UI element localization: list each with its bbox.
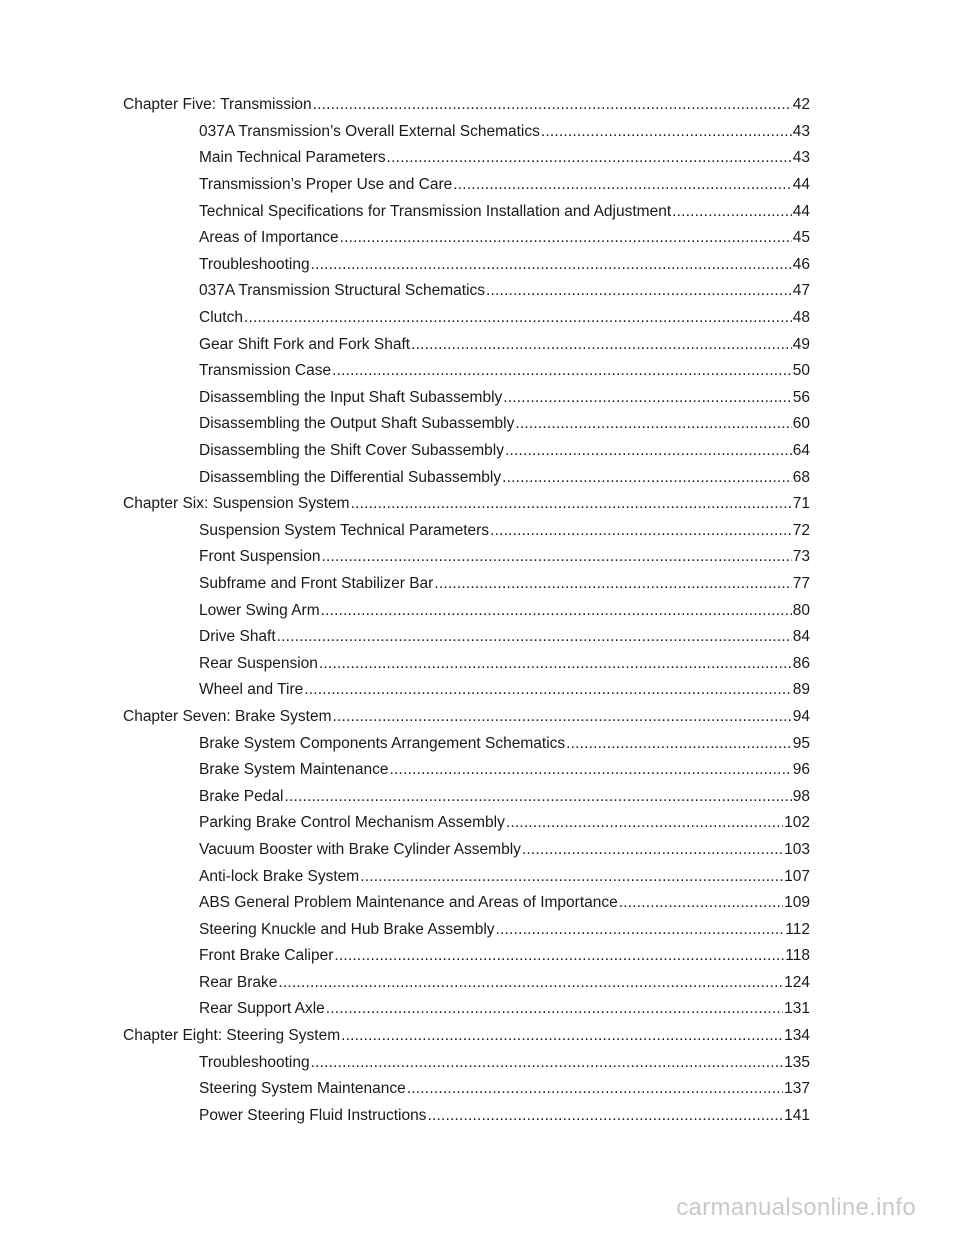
toc-entry-title: Anti-lock Brake System <box>199 867 360 885</box>
dot-leader <box>619 894 783 912</box>
toc-entry-page-number: 56 <box>792 388 810 406</box>
toc-entry-title: Front Suspension <box>199 548 321 566</box>
toc-entry-page-number: 60 <box>792 415 810 433</box>
toc-entry-page-number: 98 <box>792 787 810 805</box>
toc-entry-page-number: 77 <box>792 574 810 592</box>
dot-leader <box>453 176 791 194</box>
toc-entry-title: Steering Knuckle and Hub Brake Assembly <box>199 920 495 938</box>
toc-entry-page-number: 43 <box>792 149 810 167</box>
toc-section-entry[interactable] <box>0 331 810 358</box>
toc-section-entry[interactable] <box>0 890 810 917</box>
toc-entry-title: Chapter Five: Transmission <box>123 96 312 114</box>
dot-leader <box>411 336 792 354</box>
dot-leader <box>311 1054 784 1072</box>
dot-leader <box>496 921 785 939</box>
dot-leader <box>319 655 792 673</box>
toc-entry-title: Drive Shaft <box>199 628 276 646</box>
toc-section-entry[interactable] <box>0 305 810 332</box>
toc-entry-page-number: 131 <box>784 1000 810 1018</box>
dot-leader <box>506 814 783 832</box>
dot-leader <box>321 602 792 620</box>
toc-entry-title: Steering System Maintenance <box>199 1080 406 1098</box>
toc-section-entry[interactable] <box>0 783 810 810</box>
toc-entry-page-number: 50 <box>792 362 810 380</box>
dot-leader <box>566 735 792 753</box>
toc-entry-title: Disassembling the Output Shaft Subassembly <box>199 415 515 433</box>
toc-entry-page-number: 44 <box>792 176 810 194</box>
toc-entry-title: Lower Swing Arm <box>199 601 320 619</box>
toc-entry-page-number: 96 <box>792 761 810 779</box>
dot-leader <box>490 522 792 540</box>
toc-entry-page-number: 137 <box>784 1080 810 1098</box>
toc-entry-title: Gear Shift Fork and Fork Shaft <box>199 335 411 353</box>
toc-section-entry[interactable] <box>0 198 810 225</box>
toc-section-entry[interactable] <box>0 518 810 545</box>
toc-section-entry[interactable] <box>0 916 810 943</box>
table-of-contents <box>0 92 960 1129</box>
toc-section-entry[interactable] <box>0 278 810 305</box>
toc-entry-page-number: 72 <box>792 521 810 539</box>
toc-entry-title: Chapter Six: Suspension System <box>123 495 350 513</box>
toc-entry-page-number: 95 <box>792 734 810 752</box>
toc-entry-title: Rear Support Axle <box>199 1000 325 1018</box>
toc-entry-title: Rear Brake <box>199 973 278 991</box>
dot-leader <box>304 681 792 699</box>
toc-entry-page-number: 68 <box>792 468 810 486</box>
toc-entry-title: Power Steering Fluid Instructions <box>199 1106 427 1124</box>
toc-section-entry[interactable] <box>0 624 810 651</box>
toc-entry-page-number: 49 <box>792 335 810 353</box>
dot-leader <box>407 1080 783 1098</box>
toc-entry-title: Brake System Maintenance <box>199 761 389 779</box>
dot-leader <box>333 708 792 726</box>
dot-leader <box>427 1107 783 1125</box>
toc-entry-page-number: 134 <box>784 1027 810 1045</box>
dot-leader <box>387 149 792 167</box>
toc-entry-page-number: 44 <box>792 202 810 220</box>
toc-entry-page-number: 84 <box>792 628 810 646</box>
toc-section-entry[interactable] <box>0 225 810 252</box>
toc-entry-page-number: 124 <box>784 973 810 991</box>
dot-leader <box>503 389 791 407</box>
toc-section-entry[interactable] <box>0 863 810 890</box>
toc-entry-title: Rear Suspension <box>199 654 318 672</box>
toc-entry-page-number: 94 <box>792 707 810 725</box>
toc-section-entry[interactable] <box>0 571 810 598</box>
toc-entry-page-number: 103 <box>784 840 810 858</box>
toc-section-entry[interactable] <box>0 252 810 279</box>
dot-leader <box>332 362 792 380</box>
toc-section-entry[interactable] <box>0 597 810 624</box>
dot-leader <box>522 841 783 859</box>
dot-leader <box>341 1027 783 1045</box>
toc-entry-page-number: 48 <box>792 309 810 327</box>
dot-leader <box>505 442 792 460</box>
toc-entry-page-number: 42 <box>792 96 810 114</box>
toc-entry-title: Disassembling the Shift Cover Subassembly <box>199 442 504 460</box>
dot-leader <box>244 309 792 327</box>
dot-leader <box>672 203 792 221</box>
toc-entry-title: Transmission Case <box>199 362 332 380</box>
toc-section-entry[interactable] <box>0 464 810 491</box>
toc-entry-title: Disassembling the Differential Subassembly <box>199 468 502 486</box>
toc-entry-page-number: 45 <box>792 229 810 247</box>
dot-leader <box>322 548 792 566</box>
dot-leader <box>284 788 791 806</box>
dot-leader <box>541 123 792 141</box>
dot-leader <box>277 628 792 646</box>
toc-entry-title: Transmission’s Proper Use and Care <box>199 176 453 194</box>
toc-entry-title: Parking Brake Control Mechanism Assembly <box>199 814 505 832</box>
toc-section-entry[interactable] <box>0 943 810 970</box>
toc-entry-page-number: 141 <box>784 1106 810 1124</box>
toc-entry-page-number: 135 <box>784 1053 810 1071</box>
toc-entry-page-number: 118 <box>785 947 810 965</box>
toc-section-entry[interactable] <box>0 385 810 412</box>
toc-entry-title: Brake Pedal <box>199 787 284 805</box>
toc-section-entry[interactable] <box>0 1076 810 1103</box>
toc-chapter-entry[interactable] <box>0 704 810 731</box>
toc-entry-title: Clutch <box>199 309 243 327</box>
toc-entry-title: 037A Transmission Structural Schematics <box>199 282 486 300</box>
watermark: carmanualsonline.info <box>676 1194 916 1221</box>
toc-entry-title: 037A Transmission’s Overall External Schematics <box>199 122 540 140</box>
toc-section-entry[interactable] <box>0 145 810 172</box>
toc-entry-page-number: 80 <box>792 601 810 619</box>
toc-entry-page-number: 43 <box>792 122 810 140</box>
toc-section-entry[interactable] <box>0 810 810 837</box>
toc-section-entry[interactable] <box>0 411 810 438</box>
toc-entry-title: Wheel and Tire <box>199 681 304 699</box>
dot-leader <box>311 256 792 274</box>
dot-leader <box>486 282 792 300</box>
toc-entry-page-number: 71 <box>792 495 810 513</box>
dot-leader <box>502 469 792 487</box>
toc-entry-page-number: 109 <box>784 894 810 912</box>
toc-section-entry[interactable] <box>0 358 810 385</box>
toc-section-entry[interactable] <box>0 544 810 571</box>
dot-leader <box>515 415 791 433</box>
toc-section-entry[interactable] <box>0 650 810 677</box>
toc-section-entry[interactable] <box>0 438 810 465</box>
toc-entry-title: Disassembling the Input Shaft Subassembly <box>199 388 503 406</box>
toc-entry-page-number: 89 <box>792 681 810 699</box>
toc-entry-page-number: 73 <box>792 548 810 566</box>
dot-leader <box>334 947 784 965</box>
toc-entry-title: Brake System Components Arrangement Schematics <box>199 734 566 752</box>
toc-entry-page-number: 64 <box>792 442 810 460</box>
dot-leader <box>340 229 792 247</box>
toc-section-entry[interactable] <box>0 757 810 784</box>
dot-leader <box>434 575 791 593</box>
toc-section-entry[interactable] <box>0 1103 810 1130</box>
toc-section-entry[interactable] <box>0 119 810 146</box>
toc-entry-page-number: 112 <box>785 920 810 938</box>
dot-leader <box>313 96 792 114</box>
toc-entry-page-number: 47 <box>792 282 810 300</box>
toc-chapter-entry[interactable] <box>0 92 810 119</box>
toc-entry-title: Areas of Importance <box>199 229 339 247</box>
toc-section-entry[interactable] <box>0 730 810 757</box>
toc-entry-title: Technical Specifications for Transmission Installation and Adjustment <box>199 202 672 220</box>
toc-section-entry[interactable] <box>0 1049 810 1076</box>
toc-entry-page-number: 102 <box>784 814 810 832</box>
toc-entry-title: Suspension System Technical Parameters <box>199 521 490 539</box>
toc-entry-page-number: 107 <box>784 867 810 885</box>
toc-section-entry[interactable] <box>0 172 810 199</box>
dot-leader <box>278 974 783 992</box>
toc-entry-title: Main Technical Parameters <box>199 149 386 167</box>
toc-entry-title: Chapter Eight: Steering System <box>123 1027 341 1045</box>
toc-section-entry[interactable] <box>0 970 810 997</box>
dot-leader <box>326 1000 783 1018</box>
toc-entry-page-number: 86 <box>792 654 810 672</box>
toc-entry-title: Subframe and Front Stabilizer Bar <box>199 574 434 592</box>
toc-chapter-entry[interactable] <box>0 491 810 518</box>
toc-entry-title: ABS General Problem Maintenance and Areas of Importance <box>199 894 618 912</box>
toc-entry-title: Troubleshooting <box>199 1053 310 1071</box>
toc-section-entry[interactable] <box>0 677 810 704</box>
toc-section-entry[interactable] <box>0 996 810 1023</box>
dot-leader <box>351 495 792 513</box>
toc-section-entry[interactable] <box>0 837 810 864</box>
toc-entry-title: Chapter Seven: Brake System <box>123 707 332 725</box>
toc-entry-page-number: 46 <box>792 255 810 273</box>
dot-leader <box>390 761 792 779</box>
toc-chapter-entry[interactable] <box>0 1023 810 1050</box>
toc-entry-title: Troubleshooting <box>199 255 310 273</box>
toc-entry-title: Front Brake Caliper <box>199 947 334 965</box>
toc-entry-title: Vacuum Booster with Brake Cylinder Assembly <box>199 840 521 858</box>
dot-leader <box>360 868 783 886</box>
